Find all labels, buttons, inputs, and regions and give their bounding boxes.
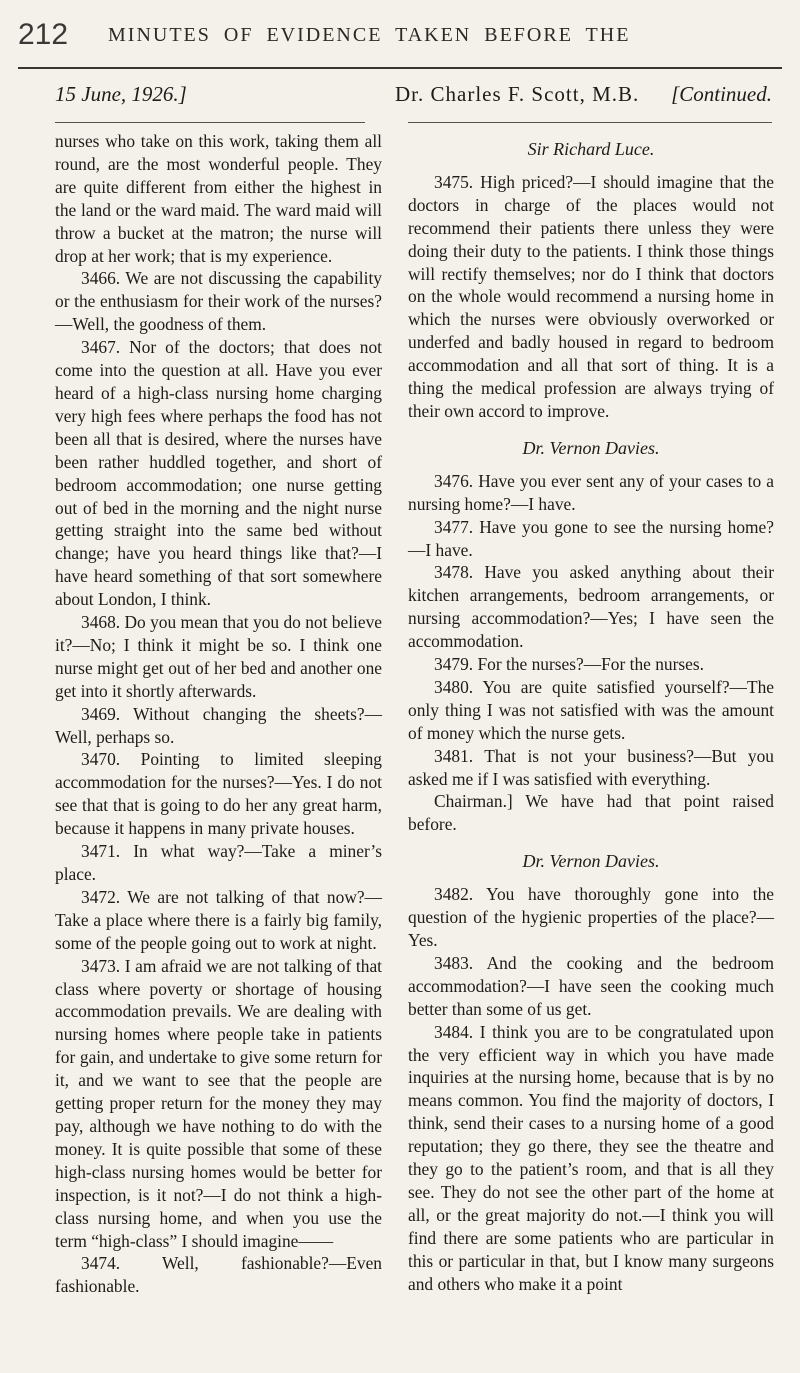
- question-3471: 3471. In what way?—Take a miner’s place.: [55, 841, 382, 884]
- column-rule-left: [55, 122, 365, 123]
- question-3484: 3484. I think you are to be congratulated upon the very efficient way in which you have made inquiries at the nursing home, because that is by no means common. You find the majority of doctors, I think, send their cases to a nursing home of a good reputation; they go there, they see the theatre and they go to the patient’s room, and that is all they see. They do not see the other part of the home at all, or the great majority do not.—I think you will find there are some patients who are particular in this or particular in that, but I know many surgeons and others who make it a point: [408, 1021, 774, 1294]
- column-rule-right: [408, 122, 772, 123]
- question-3473: 3473. I am afraid we are not talking of that class where poverty or shortage of housing accommodation prevails. We are dealing with nursing homes where people take in patients for gain, and undertake to give some return for it, and we want to see that the people are getting proper return for the money they may pay, although we have nothing to do with the money. It is quite possible that some of these high-class nursing homes would be better for inspection, is it not?—I do not think a high-class nursing home, and when you use the term “high-class” I should imagine——: [55, 955, 382, 1251]
- header-rule: [18, 67, 782, 69]
- witness-name: Dr. Charles F. Scott, M.B.: [395, 82, 640, 106]
- question-3478: 3478. Have you asked anything about their kitchen arrangements, bedroom arrangements, or nursing accommodation?—Yes; I have seen the accommodation.: [408, 562, 774, 652]
- question-3468: 3468. Do you mean that you do not believe it?—No; I think it might be so. I think one nurse might get out of her bed and another one get into it shortly afterwards.: [55, 612, 382, 701]
- subheader: [55, 78, 772, 112]
- question-3467: 3467. Nor of the doctors; that does not come into the question at all. Have you ever heard of a high-class nursing home charging very high fees where perhaps the food has not been all that is desired, where the nurses have been rather huddled together, and short of bedroom accommodation; one nurse getting out of bed in the morning and the night nurse getting straight into the same bed without change; have you heard things like that?—I have heard something of that sort somewhere about London, I think.: [55, 337, 382, 610]
- question-3483: 3483. And the cooking and the bedroom accommodation?—I have seen the cooking much better than some of us get.: [408, 952, 774, 1019]
- speaker-heading: Sir Richard Luce.: [527, 139, 655, 159]
- question-3479: 3479. For the nurses?—For the nurses.: [434, 654, 705, 675]
- hearing-date: 15 June, 1926.]: [55, 82, 187, 106]
- left-column: [55, 130, 382, 1298]
- question-3469: 3469. Without changing the sheets?—Well, perhaps so.: [55, 703, 382, 747]
- question-3474: 3474. Well, fashionable?—Even fashionable.: [55, 1253, 382, 1297]
- question-3481: 3481. That is not your business?—But you asked me if I was satisfied with everything.: [408, 745, 774, 789]
- question-3480: 3480. You are quite satisfied yourself?—The only thing I was not satisfied with was the amount of money which the nurse gets.: [408, 676, 774, 743]
- question-3475: 3475. High priced?—I should imagine that the doctors in charge of the places would not recommend their patients there unless they were doing their duty to the patients. I think those things will rectify themselves; nor do I think that doctors on the whole would recommend a nursing home in which the nurses were obviously overworked or underfed and badly housed in regard to bedroom accommodation and all that sort of thing. It is a thing the medical profession are always trying of their own accord to improve.: [408, 171, 774, 421]
- question-3472: 3472. We are not talking of that now?—Take a place where there is a fairly big family, some of the people going out to work at night.: [55, 886, 382, 953]
- running-title: MINUTES OF EVIDENCE TAKEN BEFORE THE: [108, 24, 631, 46]
- paragraph: nurses who take on this work, taking them all round, are the most wonderful people. They are quite different from either the highest in the land or the ward maid. The ward maid will throw a bucket at the matron; the nurse will drop at her work; that is my experience.: [55, 131, 382, 266]
- speaker-heading: Dr. Vernon Davies.: [522, 851, 660, 872]
- continued-label: [Continued.: [671, 82, 772, 106]
- page-number: 212: [18, 18, 69, 51]
- question-3466: 3466. We are not discussing the capability or the enthusiasm for their work of the nurses?—Well, the goodness of them.: [55, 268, 382, 335]
- question-3482: 3482. You have thoroughly gone into the question of the hygienic properties of the place?—Yes.: [408, 884, 774, 950]
- question-3477: 3477. Have you gone to see the nursing home?—I have.: [408, 516, 774, 560]
- right-column: [408, 130, 774, 1296]
- question-3476: 3476. Have you ever sent any of your cases to a nursing home?—I have.: [408, 470, 774, 514]
- chairman-remark: Chairman.] We have had that point raised before.: [408, 791, 774, 835]
- question-3470: 3470. Pointing to limited sleeping accommodation for the nurses?—Yes. I do not see that that is going to do her any great harm, because it happens in many private houses.: [55, 749, 382, 839]
- page-header: [18, 18, 772, 58]
- speaker-heading: Dr. Vernon Davies.: [522, 437, 660, 458]
